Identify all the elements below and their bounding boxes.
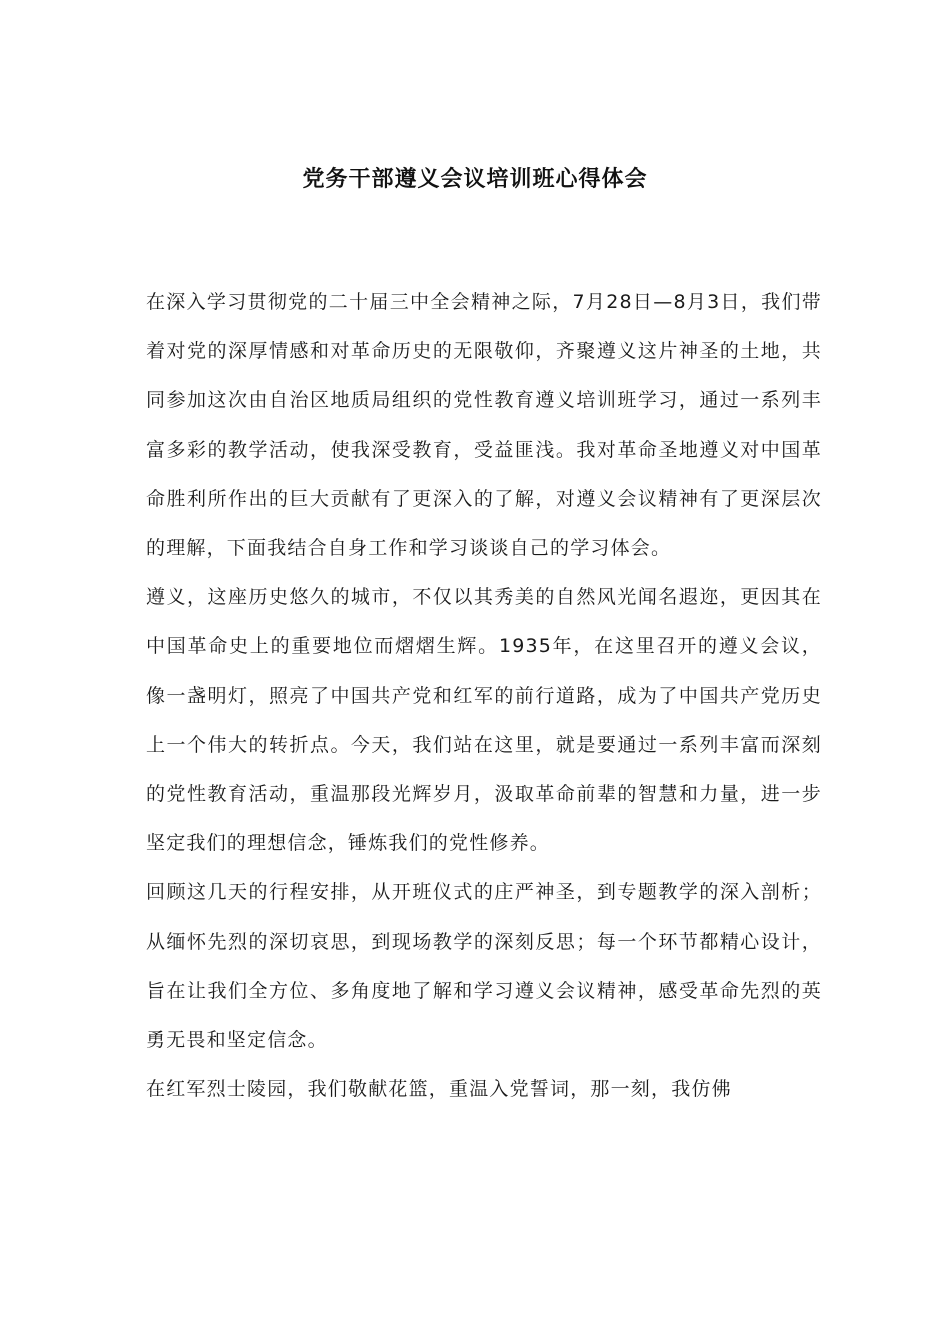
paragraph-3: 回顾这几天的行程安排，从开班仪式的庄严神圣，到专题教学的深入剖析；从缅怀先烈的深切哀思，到现场教学的深刻反思；每一个环节都精心设计，旨在让我们全方位、多角度地了解和学习遵义会议精神，感受革命先烈的英勇无畏和坚定信念。 [146, 881, 822, 1052]
paragraph-1: 在深入学习贯彻党的二十届三中全会精神之际，7月28日—8月3日，我们带着对党的深厚情感和对革命历史的无限敬仰，齐聚遵义这片神圣的土地，共同参加这次由自治区地质局组织的党性教育遵义培训班学习，通过一系列丰富多彩的教学活动，使我深受教育，受益匪浅。我对革命圣地遵义对中国革命胜利所作出的巨大贡献有了更深入的了解，对遵义会议精神有了更深层次的理解，下面我结合自身工作和学习谈谈自己的学习体会。 [146, 291, 822, 560]
paragraph-2: 遵义，这座历史悠久的城市，不仅以其秀美的自然风光闻名遐迩，更因其在中国革命史上的重要地位而熠熠生辉。1935年，在这里召开的遵义会议，像一盏明灯，照亮了中国共产党和红军的前行道路，成为了中国共产党历史上一个伟大的转折点。今天，我们站在这里，就是要通过一系列丰富而深刻的党性教育活动，重温那段光辉岁月，汲取革命前辈的智慧和力量，进一步坚定我们的理想信念，锤炼我们的党性修养。 [146, 586, 822, 855]
document-title: 党务干部遵义会议培训班心得体会 [302, 167, 648, 192]
document-body [146, 278, 822, 1114]
paragraph-4: 在红军烈士陵园，我们敬献花篮，重温入党誓词，那一刻，我仿佛 [146, 1078, 732, 1101]
